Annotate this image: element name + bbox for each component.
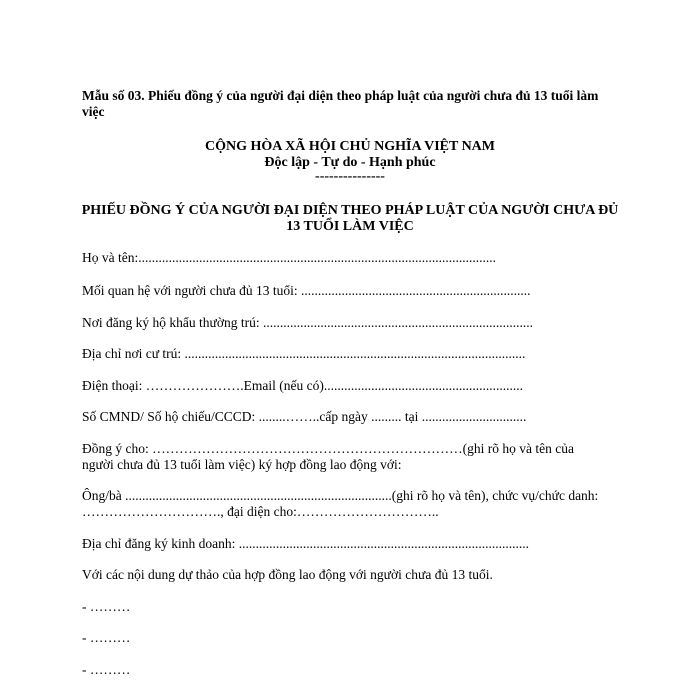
- agree-field-line-2: người chưa đủ 13 tuổi làm việc) ký hợp đồng lao động với:: [82, 457, 402, 472]
- current-residence-field: Địa chỉ nơi cư trú: .....................................................................................................: [82, 346, 526, 361]
- list-item: - ………: [82, 599, 131, 614]
- document-title-line-2: 13 TUỔI LÀM VIỆC: [286, 219, 414, 234]
- nation-title: CỘNG HÒA XÃ HỘI CHỦ NGHĨA VIỆT NAM: [204, 139, 495, 154]
- form-caption: Mẫu số 03. Phiếu đồng ý của người đại diện theo pháp luật của người chưa đủ 13 tuổi làm việc: [82, 88, 599, 119]
- representative-field-line-2: …………………………., đại diện cho:…………………………..: [82, 504, 439, 519]
- permanent-residence-field: Nơi đăng ký hộ khẩu thường trú: ................................................................................: [82, 315, 533, 330]
- list-item: - ………: [82, 662, 131, 677]
- nation-separator: ---------------: [315, 169, 385, 184]
- representative-field-line-1: Ông/bà ...............................................................................(ghi rõ họ và tên), chức vụ/chức danh:: [82, 488, 599, 503]
- full-name-field: Họ và tên:..........................................................................................................: [82, 250, 496, 265]
- contract-intro: Với các nội dung dự thảo của hợp đồng lao động với người chưa đủ 13 tuổi.: [82, 567, 493, 582]
- agree-field-line-1: Đồng ý cho: ……………………………………………………………(ghi rõ họ và tên của: [82, 441, 574, 456]
- relationship-field: Mối quan hệ với người chưa đủ 13 tuổi: ....................................................................: [82, 283, 531, 298]
- nation-motto: Độc lập - Tự do - Hạnh phúc: [264, 155, 436, 170]
- id-number-field: Số CMND/ Số hộ chiếu/CCCD: ........……..cấp ngày ......... tại ...............................: [82, 409, 527, 424]
- list-item: - ………: [82, 630, 131, 645]
- business-address-field: Địa chỉ đăng ký kinh doanh: ......................................................................................: [82, 536, 529, 551]
- phone-email-field: Điện thoại: ………………….Email (nếu có)...........................................................: [82, 378, 523, 393]
- document-title-line-1: PHIẾU ĐỒNG Ý CỦA NGƯỜI ĐẠI DIỆN THEO PHÁP LUẬT CỦA NGƯỜI CHƯA ĐỦ: [81, 203, 619, 218]
